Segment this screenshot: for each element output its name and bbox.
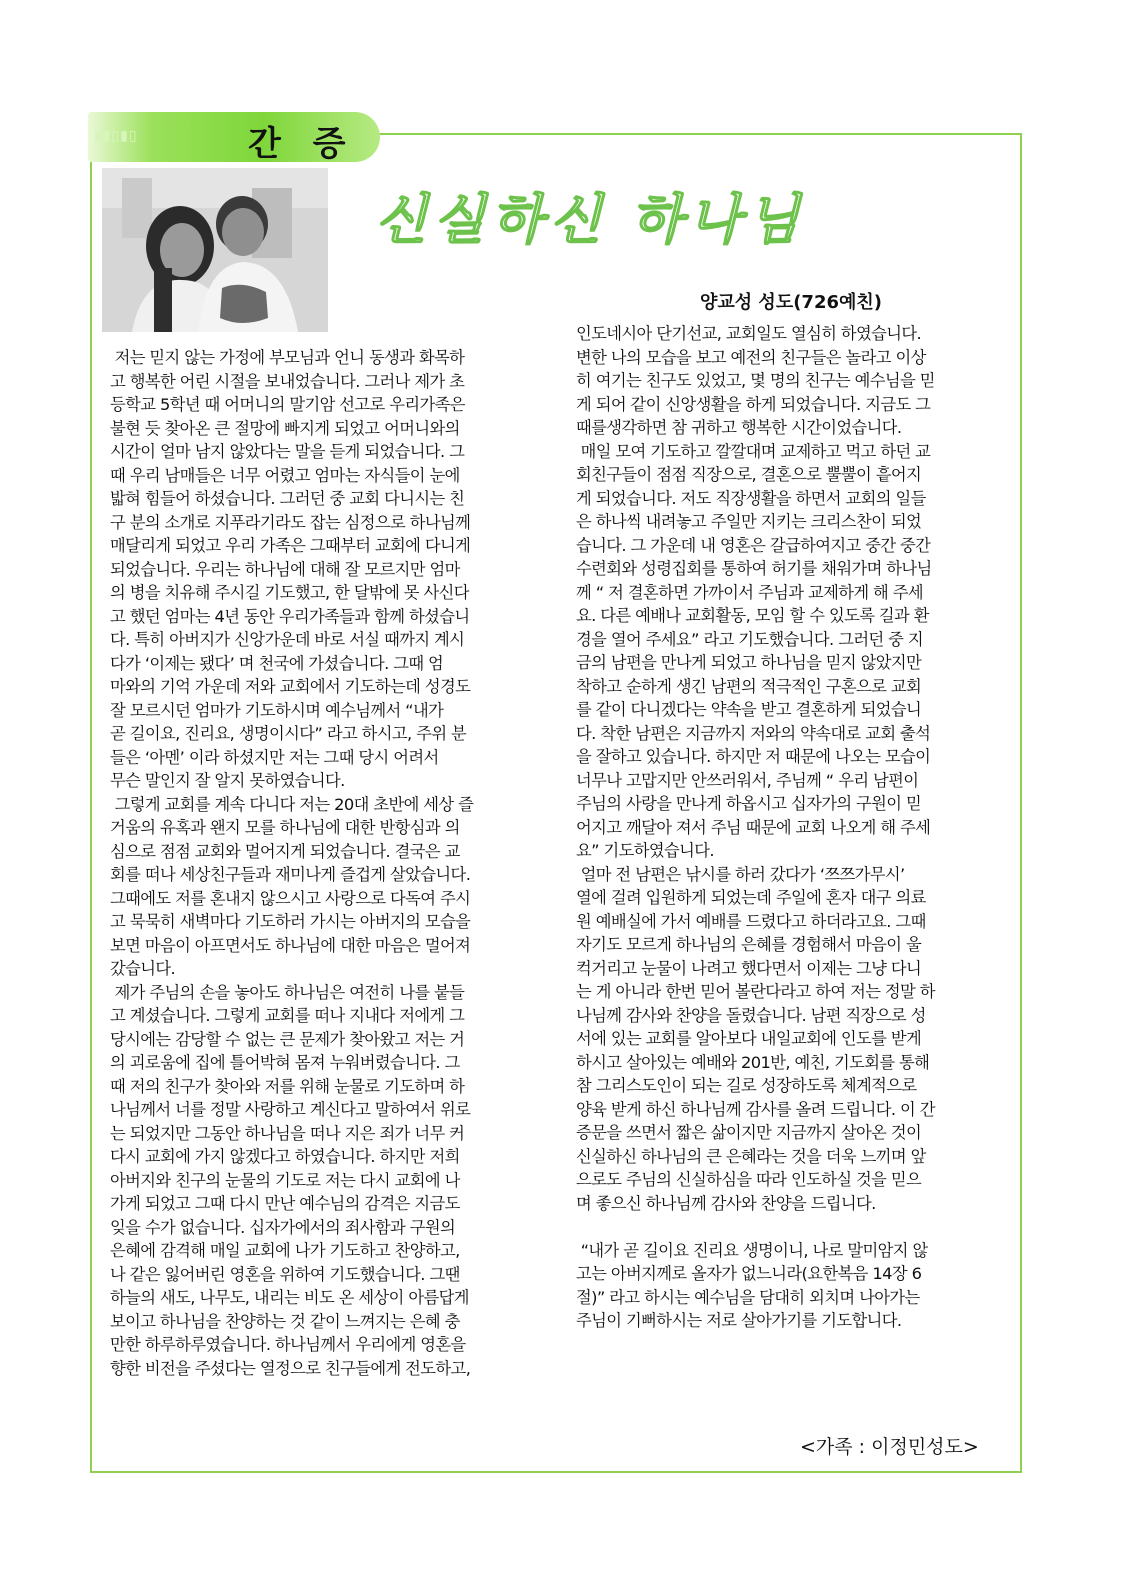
text-line: 절)” 라고 하시는 예수님을 담대히 외치며 나아가는 [576, 1287, 920, 1307]
text-line: 게 되어 같이 신앙생활을 하게 되었습니다. 지금도 그 [576, 394, 931, 414]
text-line: 회를 떠나 세상친구들과 재미나게 즐겁게 살았습니다. [110, 865, 471, 884]
text-line: 무슨 말인지 잘 알지 못하였습니다. [110, 771, 345, 790]
text-line: 을 잘하고 있습니다. 하지만 저 때문에 나오는 모습이 [576, 747, 931, 766]
family-signature: <가족 : 이정민성도> [800, 1436, 979, 1458]
text-line: 고 계셨습니다. 그렇게 교회를 떠나 지내다 저에게 그 [110, 1006, 465, 1025]
text-line: 때를생각하면 참 귀하고 행복한 시간이었습니다. [576, 418, 902, 437]
text-line: “내가 곧 길이요 진리요 생명이니, 나로 말미암지 않 [576, 1240, 928, 1260]
article-title [374, 180, 806, 260]
section-tab [88, 112, 380, 162]
text-line: 고 했던 엄마는 4년 동안 우리가족들과 함께 하셨습니 [110, 606, 470, 626]
text-line: 변한 나의 모습을 보고 예전의 친구들은 놀라고 이상 [576, 347, 926, 367]
text-line: 원 예배실에 가서 예배를 드렸다고 하더라고요. 그때 [576, 911, 926, 931]
text-line: 시간이 얼마 남지 않았다는 말을 듣게 되었습니다. 그 [110, 442, 465, 461]
text-line: 당시에는 감당할 수 없는 큰 문제가 찾아왔고 저는 거 [110, 1029, 465, 1049]
text-line: 다. 특히 아버지가 신앙가운데 바로 서실 때까지 계시 [110, 630, 465, 649]
text-line: 그때에도 저를 혼내지 않으시고 사랑으로 다독여 주시 [110, 888, 471, 908]
text-line: 고 묵묵히 새벽마다 기도하러 가시는 아버지의 모습을 [110, 912, 471, 931]
text-line: 너무나 고맙지만 안쓰러워서, 주님께 “ 우리 남편이 [576, 770, 919, 790]
text-line: 곧 길이요, 진리요, 생명이시다” 라고 하시고, 주위 분 [110, 724, 467, 743]
text-line: 은혜에 감격해 매일 교회에 나가 기도하고 찬양하고, [110, 1241, 460, 1260]
text-line: 저는 믿지 않는 가정에 부모님과 언니 동생과 화목하 [110, 348, 465, 367]
text-line: 나님께 감사와 찬양을 돌렸습니다. 남편 직장으로 성 [576, 1005, 926, 1025]
text-line: 나님께서 너를 정말 사랑하고 계신다고 말하여서 위로 [110, 1100, 471, 1119]
text-line: 게 되었습니다. 저도 직장생활을 하면서 교회의 일들 [576, 488, 926, 508]
text-line: 구 분의 소개로 지푸라기라도 잡는 심정으로 하나님께 [110, 512, 471, 532]
left-column [110, 346, 546, 1380]
text-line: 갔습니다. [110, 959, 176, 978]
text-line: 밟혀 힘들어 하셨습니다. 그러던 중 교회 다니시는 친 [110, 489, 465, 508]
text-line: 만한 하루하루였습니다. 하나님께서 우리에게 영혼을 [110, 1335, 466, 1354]
text-line: 자기도 모르게 하나님의 은혜를 경험해서 마음이 울 [576, 935, 922, 954]
tab-decoration-icon: ▮▮▯▮▯ [94, 128, 138, 144]
text-line: 으로도 주님의 신실하심을 따라 인도하실 것을 믿으 [576, 1170, 922, 1189]
text-line: 고 행복한 어린 시절을 보내었습니다. 그러나 제가 초 [110, 371, 465, 391]
text-line: 그렇게 교회를 계속 다니다 저는 20대 초반에 세상 즐 [110, 794, 474, 814]
right-column [576, 322, 1012, 1333]
text-line: 향한 비전을 주셨다는 열정으로 친구들에게 전도하고, [110, 1358, 471, 1378]
text-line: 들은 ‘아멘’ 이라 하셨지만 저는 그때 당시 어려서 [110, 747, 439, 767]
text-line: 제가 주님의 손을 놓아도 하나님은 여전히 나를 붙들 [110, 982, 465, 1002]
text-line: 금의 남편을 만나게 되었고 하나님을 믿지 않았지만 [576, 653, 922, 672]
author-name: 양교성 성도(726예친) [700, 292, 883, 313]
text-line: 어지고 깨달아 져서 주님 때문에 교회 나오게 해 주세 [576, 817, 931, 837]
text-line: 다시 교회에 가지 않겠다고 하였습니다. 하지만 저희 [110, 1147, 460, 1166]
text-line: 는 되었지만 그동안 하나님을 떠나 지은 죄가 너무 커 [110, 1123, 465, 1143]
text-line: 나 같은 잃어버린 영혼을 위하여 기도했습니다. 그땐 [110, 1264, 460, 1284]
text-line: 인도네시아 단기선교, 교회일도 열심히 하였습니다. [576, 324, 922, 343]
text-line: 다. 착한 남편은 지금까지 저와의 약속대로 교회 출석 [576, 723, 931, 743]
text-line: 거움의 유혹과 왠지 모를 하나님에 대한 반항심과 의 [110, 818, 460, 837]
text-line: 주님의 사랑을 만나게 하옵시고 십자가의 구원이 믿 [576, 794, 922, 813]
text-line: 고는 아버지께로 올자가 없느니라(요한복음 14장 6 [576, 1264, 922, 1283]
text-line: 때 우리 남매들은 너무 어렸고 엄마는 자식들이 눈에 [110, 465, 460, 485]
couple-photo-icon [102, 168, 328, 332]
text-line: 되었습니다. 우리는 하나님에 대해 잘 모르지만 엄마 [110, 559, 460, 579]
text-line: 서에 있는 교회를 알아보다 내일교회에 인도를 받게 [576, 1029, 922, 1048]
text-line: 를 같이 다니겠다는 약속을 받고 결혼하게 되었습니 [576, 700, 922, 719]
text-line: 하늘의 새도, 나무도, 내리는 비도 온 세상이 아름답게 [110, 1288, 469, 1307]
text-line: 컥거리고 눈물이 나려고 했다면서 이제는 그냥 다니 [576, 958, 922, 978]
text-line: 참 그리스도인이 되는 길로 성장하도록 체계적으로 [576, 1076, 917, 1095]
text-line: 잘 모르시던 엄마가 기도하시며 예수님께서 “내가 [110, 700, 444, 720]
text-line: 마와의 기억 가운데 저와 교회에서 기도하는데 성경도 [110, 677, 471, 696]
text-line: 며 좋으신 하나님께 감사와 찬양을 드립니다. [576, 1193, 876, 1213]
text-line: 아버지와 친구의 눈물의 기도로 저는 다시 교회에 나 [110, 1170, 460, 1190]
text-line: 주님이 기뻐하시는 저로 살아가기를 기도합니다. [576, 1311, 902, 1330]
text-line: 얼마 전 남편은 낚시를 하러 갔다가 ‘쯔쯔가무시’ [576, 864, 905, 884]
text-line: 경을 열어 주세요” 라고 기도했습니다. 그러던 중 지 [576, 629, 923, 649]
text-line: 의 병을 치유해 주시길 기도했고, 한 달밖에 못 사신다 [110, 583, 469, 602]
text-line: 수련회와 성령집회를 통하여 허기를 채워가며 하나님 [576, 559, 932, 578]
text-line: 매일 모여 기도하고 깔깔대며 교제하고 먹고 하던 교 [576, 441, 931, 461]
text-line: 때 저의 친구가 찾아와 저를 위해 눈물로 기도하며 하 [110, 1076, 465, 1096]
text-line: 매달리게 되었고 우리 가족은 그때부터 교회에 다니게 [110, 536, 471, 555]
text-line: 하시고 살아있는 예배와 201반, 예친, 기도회를 통해 [576, 1052, 930, 1072]
text-line: 등학교 5학년 때 어머니의 말기암 선고로 우리가족은 [110, 395, 465, 414]
text-line: 은 하나씩 내려놓고 주일만 지키는 크리스찬이 되었 [576, 512, 922, 531]
text-line: 의 괴로움에 집에 틀어박혀 몸져 누워버렸습니다. 그 [110, 1053, 460, 1072]
svg-text:신실하신 하나님: 신실하신 하나님 [374, 188, 806, 251]
text-line: 가게 되었고 그때 다시 만난 예수님의 감격은 지금도 [110, 1194, 460, 1213]
text-line [576, 1215, 1012, 1239]
text-line: 착하고 순하게 생긴 남편의 적극적인 구혼으로 교회 [576, 676, 922, 696]
text-line: 불현 듯 찾아온 큰 절망에 빠지게 되었고 어머니와의 [110, 418, 460, 438]
text-line: 잊을 수가 없습니다. 십자가에서의 죄사함과 구원의 [110, 1217, 456, 1237]
text-line: 는 게 아니라 한번 믿어 볼란다라고 하여 저는 정말 하 [576, 982, 935, 1001]
text-line: 보면 마음이 아프면서도 하나님에 대한 마음은 멀어져 [110, 935, 471, 955]
text-line: 요. 다른 예배나 교회활동, 모임 할 수 있도록 길과 환 [576, 606, 929, 625]
text-line: 습니다. 그 가운데 내 영혼은 갈급하여지고 중간 중간 [576, 535, 931, 555]
text-line: 히 여기는 친구도 있었고, 몇 명의 친구는 예수님을 믿 [576, 371, 935, 390]
text-line: 요” 기도하였습니다. [576, 841, 715, 860]
text-line: 증문을 쓰면서 짧은 삶이지만 지금까지 살아온 것이 [576, 1123, 922, 1142]
text-line: 회친구들이 점점 직장으로, 결혼으로 뿔뿔이 흩어지 [576, 465, 922, 484]
text-line: 신실하신 하나님의 큰 은혜라는 것을 더욱 느끼며 앞 [576, 1146, 926, 1166]
text-line: 다가 ‘이제는 됐다’ 며 천국에 가셨습니다. 그때 엄 [110, 653, 444, 673]
text-line: 열에 걸려 입원하게 되었는데 주일에 혼자 대구 의료 [576, 888, 926, 907]
couple-photo [102, 168, 328, 332]
section-tab-label: 간 증 [248, 124, 356, 164]
text-line: 보이고 하나님을 찬양하는 것 같이 느껴지는 은혜 충 [110, 1311, 460, 1331]
text-line: 심으로 점점 교회와 멀어지게 되었습니다. 결국은 교 [110, 841, 460, 861]
text-line: 께 “ 저 결혼하면 가까이서 주님과 교제하게 해 주세 [576, 582, 923, 602]
article-title-text [374, 180, 806, 260]
text-line: 양육 받게 하신 하나님께 감사를 올려 드립니다. 이 간 [576, 1099, 935, 1119]
